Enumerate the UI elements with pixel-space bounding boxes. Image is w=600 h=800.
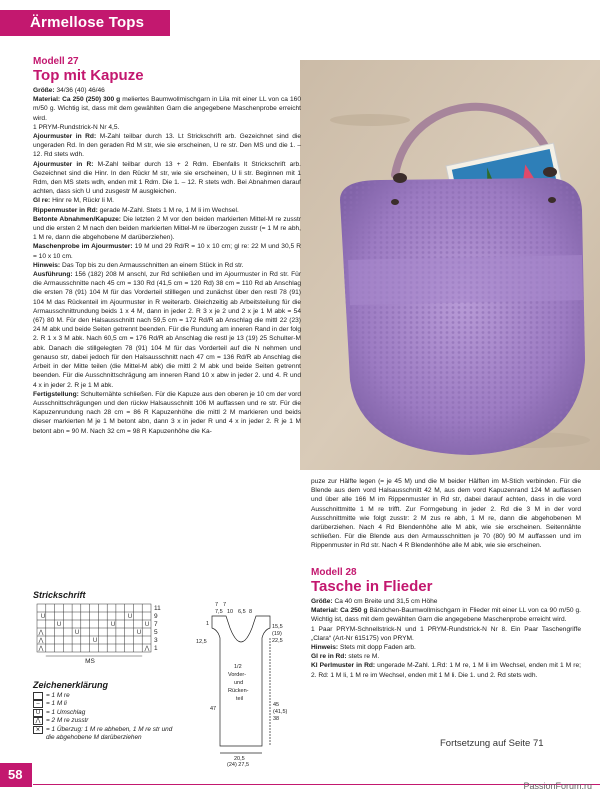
row-9: 9	[154, 613, 158, 620]
svg-text:U: U	[136, 630, 142, 636]
svg-text:⋀: ⋀	[38, 630, 44, 636]
svg-text:⋀: ⋀	[38, 646, 44, 652]
m27-p5: Gl re: Hinr re M, Rückr li M.	[33, 197, 114, 205]
legend-row: ⩙ = 1 Überzug: 1 M re abheben, 1 M re str und	[33, 726, 172, 734]
row-7: 7	[154, 621, 158, 628]
legend-symbol: ⩙	[33, 726, 43, 734]
legend-row: ⋀ = 2 M re zusstr	[33, 717, 172, 725]
footer-rule	[33, 784, 600, 785]
watermark: PassionForum.ru	[523, 781, 592, 791]
svg-text:⋀: ⋀	[144, 646, 150, 652]
model27-continuation	[311, 477, 581, 551]
model28-title: Tasche in Flieder	[311, 578, 433, 595]
schem-height-left: 47	[210, 706, 217, 712]
model27-text	[33, 56, 301, 436]
model27-title: Top mit Kapuze	[33, 67, 144, 84]
legend-symbol	[33, 692, 43, 700]
svg-text:U: U	[144, 622, 150, 628]
svg-text:U: U	[92, 638, 98, 644]
schem-right-0: 15,5	[272, 624, 283, 630]
row-5: 5	[154, 629, 158, 636]
schem-top-4: 6,5	[238, 609, 246, 615]
m27-p4: Ajourmuster in R: M-Zahl teilbar durch 13 + 2 Rdm. Ebenfalls lt Strickschrift arb. Gezeichnet sind die Hinr. In den Rückr M str, wie sie erscheinen, U li str. Beginnen mit 1 Rdm, den MS stets wdh, enden mit 1 Rdm. Die 1. – 12. R stets wdh. Bei Abnahmen darauf achten, dass sich U und zusgestr M ausgleichen.	[33, 160, 301, 196]
schem-height-right-2: 38	[273, 716, 280, 722]
legend-continuation: die abgehobene M darüberziehen	[46, 734, 142, 742]
legend-symbol: –	[33, 700, 43, 708]
m27-p9: Hinweis: Das Top bis zu den Armausschnitten an einem Stück in Rd str.	[33, 261, 244, 269]
legend-symbol: ⋀	[33, 717, 43, 725]
section-tag: Ärmellose Tops	[0, 10, 170, 36]
svg-text:U: U	[40, 614, 46, 620]
garment-schematic	[190, 598, 295, 773]
legend-row: = 1 M re	[33, 692, 172, 700]
schem-center-1: Vorder-	[228, 672, 247, 678]
svg-text:⋀: ⋀	[38, 638, 44, 644]
schem-top-5: 8	[249, 609, 253, 615]
row-1: 1	[154, 645, 158, 652]
strickschrift-chart	[33, 600, 173, 675]
m27-p11: Fertigstellung: Schulternähte schließen. Für die Kapuze aus den oberen je 10 cm der vord Ausschnittschrägungen und den rückw Halsausschnitt 106 M auffassen und re str. Für die Kapuzenrundung nach 28 cm = 86 R Kapuzenhöhe die mittl 2 M markieren und beids dieser markierten M je 1 M betont abn, dann 3 x in jeder R und 4 x in jeder 2. R je 1 M betont abn = 90 M. Nach 32 cm = 98 R Kapuzenhöhe die Ka-	[33, 390, 301, 435]
legend-symbol: U	[33, 709, 43, 717]
row-3: 3	[154, 637, 158, 644]
schem-right-1: (19)	[272, 631, 282, 637]
schem-top-1: 7	[223, 602, 227, 608]
bag-photo	[300, 60, 600, 470]
m27-p6: Rippenmuster in Rd: gerade M-Zahl. Stets 1 M re, 1 M li im Wechsel.	[33, 206, 239, 214]
m28-p3: Hinweis: Stets mit dopp Faden arb.	[311, 644, 416, 652]
m28-p0: Größe: Ca 40 cm Breite und 31,5 cm Höhe	[311, 598, 438, 605]
ms-label: MS	[85, 658, 95, 665]
schem-center-2: und	[234, 680, 244, 686]
m27-continuation-text: puze zur Hälfte legen (= je 45 M) und die M beider Hälften im M-Stich verbinden. Für die Blende aus dem vord Halsausschnitt 42 M, aus dem vord Kapuzenrand 124 M auffassen und über alle 166 M im Rippenmuster in Rd str, dabei darauf achten, dass in die vord Ausschnittmitte 1 M re trifft. Zur Formgebung in jeder 2. Rd die 3 M in der vord Ausschnittmitte wie folgt zusstr: 2 M zus re abh, 1 M re, dann die abgehobenen M darüberziehen. Nach 4 Rd Blendenhöhe alle M abk, wie sie erscheinen. Seitennähte schließen. Für die Blende aus den Armausschnitten je 70 (80) 90 M auffassen und im Rippenmuster in Rd str. Nach 4 R Blendenhöhe alle M abk, wie sie erscheinen.	[311, 478, 581, 550]
schem-left-0: 1	[206, 621, 210, 627]
m28-p1: Material: Ca 250 g Bändchen-Baumwollmischgarn in Flieder mit einer LL von ca 90 m/50 g. Wichtig ist, dass mit dem gewählten Garn die angegebene Maschenprobe erreicht wird.	[311, 607, 581, 624]
schem-bottom-1: (24) 27,5	[227, 762, 250, 768]
schem-center-4: teil	[236, 696, 244, 702]
m27-p10: Ausführung: 156 (182) 208 M anschl, zur Rd schließen und im Ajourmuster in Rd str. Für die Armausschnitte nach 45 cm = 130 Rd (41,5 cm = 120 Rd) 38 cm = 110 Rd ab Anschlag die ersten 78 (91) 104 M für das Vorderteil stilllegen und zunächst über den restl 78 (91) 104 M das Rückenteil im Ajourmuster in R weiterarb. Gleichzeitig ab Arbeitsteilung für die Armausschnittrundung beids 1 x 4 M, dann in jeder 2. R 3 x je 2 und 2 x je 1 M abk = 54 (67) 80 M. Für den Halsausschnitt nach 59,5 cm = 172 Rd/R ab Anschlag die mittl 22 (23) 24 M abk und beide Seiten getrennt beenden. Für die Rundung am inneren Rand in der folg 2. R 1 x 3 M abk. Nach 60,5 cm = 176 Rd/R ab Anschlag die restl je 13 (19) 25 Schulter-M abk. Danach die stillgelegten 78 (91) 104 M für das Vorderteil auf die N nehmen und genauso str, dabei jedoch für den Halsausschnitt nach 47 cm = 136 Rd/R ab Anschlag die Arbeit in der Mitte teilen (die Mittel-M abk) die mittl 2 M abk und beide Seiten getrennt beenden. Für die Ausschnittschrägung am inneren Rand 10 x abw in jeder 2. und 4. R und 4 x in jeder 2. R je 1 M abk.	[33, 271, 301, 389]
schem-bottom-0: 20,5	[234, 756, 245, 762]
schem-top-3: 10	[227, 609, 234, 615]
model27-label: Modell 27	[33, 56, 79, 67]
m28-p2: 1 Paar PRYM-Schnellstrick-N und 1 PRYM-Rundstrick-N Nr 8. Ein Paar Taschengriffe „Clara“ (Art-Nr 615175) von PRYM.	[311, 625, 581, 642]
m27-p3: Ajourmuster in Rd: M-Zahl teilbar durch 13. Lt Strickschrift arb. Gezeichnet sind die ungeraden Rd. In den geraden Rd M str, wie sie erscheinen, U re str. Den MS und die 1. – 12. Rd stets wdh.	[33, 133, 301, 159]
legend-row: U = 1 Umschlag	[33, 709, 172, 717]
schem-top-2: 7,5	[215, 609, 223, 615]
schem-height-right-0: 45	[273, 702, 280, 708]
legend-title: Zeichenerklärung	[33, 680, 109, 690]
m27-p7: Betonte Abnahmen/Kapuze: Die letzten 2 M vor den beiden markierten Mittel-M re zusstr und die ersten 2 M nach den beiden markierten Mittel-M re überzogen zusstr (= 1 M re abh, 1 M re, dann die abgehobene M darüberziehen).	[33, 215, 301, 242]
m27-p8: Maschenprobe im Ajourmuster: 19 M und 29 Rd/R = 10 x 10 cm; gl re: 22 M und 30,5 R = 10 x 10 cm.	[33, 243, 301, 260]
m27-p2: 1 PRYM-Rundstrick-N Nr 4,5.	[33, 123, 120, 131]
schem-top-0: 7	[215, 602, 219, 608]
continued-note: Fortsetzung auf Seite 71	[440, 738, 544, 749]
page-number: 58	[0, 763, 32, 787]
svg-text:U: U	[56, 622, 62, 628]
schem-left-1: 12,5	[196, 639, 207, 645]
strickschrift-title: Strickschrift	[33, 590, 86, 600]
m28-p4: Gl re in Rd: stets re M.	[311, 653, 380, 661]
schem-center-3: Rücken-	[228, 688, 249, 694]
m28-p5: Kl Perlmuster in Rd: ungerade M-Zahl. 1.Rd: 1 M re, 1 M li im Wechsel, enden mit 1 M re; 2. Rd: 1 M li, 1 M re im Wechsel, enden mit 1 M li. Die 1. und 2. Rd stets wdh.	[311, 662, 581, 679]
schem-height-right-1: (41,5)	[273, 709, 288, 715]
m27-p1: Material: Ca 250 (250) 300 g meliertes Baumwollmischgarn in Lila mit einer LL von ca 160 m/50 g. Wichtig ist, dass mit dem gewählten Garn die angegebene Maschenprobe erreicht wird.	[33, 96, 301, 122]
m27-p0: Größe: 34/36 (40) 46/46	[33, 87, 105, 94]
svg-text:U: U	[74, 630, 80, 636]
schem-right-2: 22,5	[272, 638, 283, 644]
legend-row: – = 1 M li	[33, 700, 172, 708]
row-11: 11	[154, 605, 161, 612]
schem-center-0: 1/2	[234, 664, 242, 670]
model28-label: Modell 28	[311, 567, 357, 578]
legend	[33, 692, 172, 742]
svg-text:U: U	[127, 614, 133, 620]
model28-text	[311, 567, 581, 680]
svg-text:U: U	[110, 622, 116, 628]
